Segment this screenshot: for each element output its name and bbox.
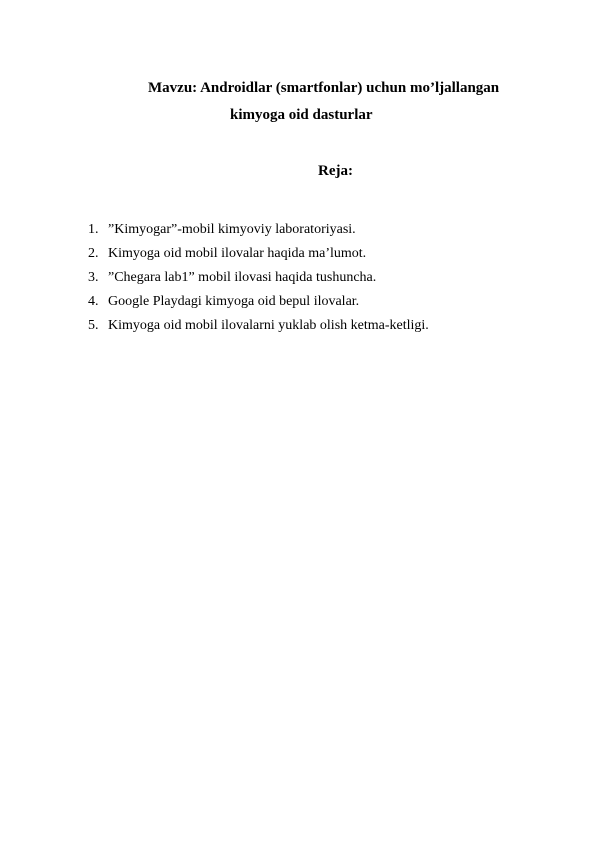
plan-list bbox=[88, 218, 429, 338]
plan-item-number: 2. bbox=[88, 246, 99, 261]
plan-item bbox=[88, 266, 429, 290]
plan-item-text: ”Chegara lab1” mobil ilovasi haqida tushuncha. bbox=[108, 270, 377, 285]
plan-item bbox=[88, 290, 429, 314]
plan-item-text: Kimyoga oid mobil ilovalarni yuklab olish ketma-ketligi. bbox=[108, 318, 429, 333]
plan-item-text: Kimyoga oid mobil ilovalar haqida ma’lumot. bbox=[108, 246, 367, 261]
plan-item-text: ”Kimyogar”-mobil kimyoviy laboratoriyasi. bbox=[108, 222, 356, 237]
plan-item-number: 4. bbox=[88, 294, 99, 309]
plan-item bbox=[88, 314, 429, 338]
plan-item-number: 3. bbox=[88, 270, 99, 285]
plan-item-text: Google Playdagi kimyoga oid bepul ilovalar. bbox=[108, 294, 360, 309]
document-title-line-2: kimyoga oid dasturlar bbox=[230, 107, 373, 123]
document-title-line-1: Mavzu: Androidlar (smartfonlar) uchun mo’ljallangan bbox=[148, 80, 500, 96]
plan-item-number: 1. bbox=[88, 222, 99, 237]
plan-item bbox=[88, 242, 429, 266]
plan-item-number: 5. bbox=[88, 318, 99, 333]
plan-heading: Reja: bbox=[318, 163, 353, 179]
plan-item bbox=[88, 218, 429, 242]
